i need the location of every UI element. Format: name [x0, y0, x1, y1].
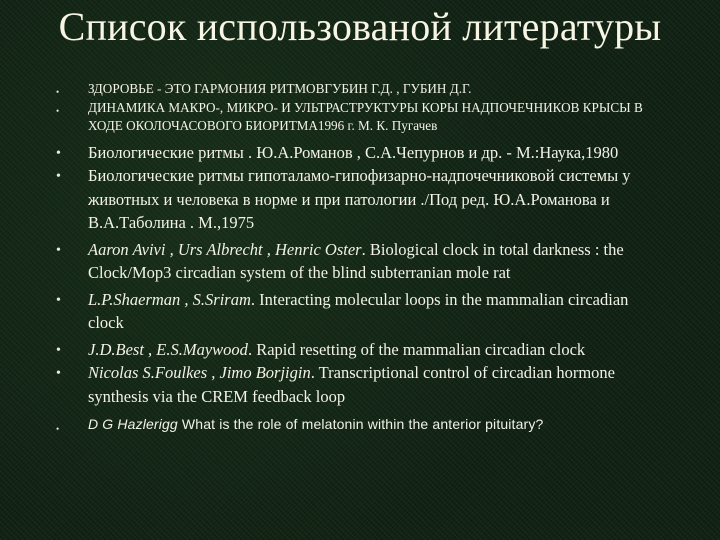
list-item: [54, 338, 664, 362]
reference-authors: L.P.Shaerman , S.Sriram: [88, 289, 251, 309]
reference-authors: Aaron Avivi , Urs Albrecht , Henric Oster: [88, 239, 362, 259]
reference-text: ДИНАМИКА МАКРО-, МИКРО- И УЛЬТРАСТРУКТУРЫ КОРЫ НАДПОЧЕЧНИКОВ КРЫСЫ В ХОДЕ ОКОЛОЧАСОВОГО БИОРИТМА1996 г. М. К. Пугачев: [88, 99, 643, 133]
bullet-icon: •: [56, 105, 60, 116]
list-item: [54, 80, 664, 99]
reference-title: What is the role of melatonin within the anterior pituitary?: [177, 416, 544, 432]
bullet-icon: •: [56, 242, 61, 258]
bullet-icon: •: [56, 87, 60, 97]
reference-authors: D G Hazlerigg: [88, 416, 178, 432]
reference-text: Биологические ритмы . Ю.А.Романов , С.А.Чепурнов и др. - М.:Наука,1980: [88, 142, 619, 162]
list-item: [54, 164, 664, 235]
reference-text: ЗДОРОВЬЕ - ЭТО ГАРМОНИЯ РИТМОВГУБИН Г.Д. , ГУБИН Д.Г.: [88, 81, 472, 96]
bullet-icon: •: [56, 292, 61, 308]
bullet-icon: •: [56, 366, 61, 381]
list-item: [54, 288, 664, 335]
reference-title: . Interacting molecular loops in the mammalian circadian clock: [88, 289, 629, 332]
bullet-icon: •: [56, 169, 61, 184]
bullet-icon: •: [56, 424, 60, 434]
list-item: [54, 361, 664, 408]
slide-title: Список использованой литературы: [58, 4, 662, 49]
reference-title: . Transcriptional control of circadian hormone synthesis via the CREM feedback loop: [88, 363, 615, 406]
reference-list: [54, 80, 664, 435]
list-item: [54, 99, 664, 136]
bullet-icon: •: [56, 145, 61, 161]
reference-title: . Biological clock in total darkness : the Clock/Mop3 circadian system of the blind subterranian mole rat: [88, 239, 624, 282]
reference-authors: J.D.Best , E.S.Maywood: [88, 339, 248, 359]
list-item: [54, 413, 664, 435]
list-item: [54, 141, 664, 165]
list-item: [54, 238, 664, 285]
reference-title: . Rapid resetting of the mammalian circadian clock: [247, 339, 586, 359]
reference-authors: Nicolas S.Foulkes , Jimo Borjigin: [88, 363, 311, 382]
bullet-icon: •: [56, 342, 61, 358]
reference-text: Биологические ритмы гипоталамо-гипофизарно-надпочечниковой системы у животных и человека в норме и при патологии ./Под ред. Ю.А.Романова и В.А.Таболина . М.,1975: [88, 166, 631, 232]
